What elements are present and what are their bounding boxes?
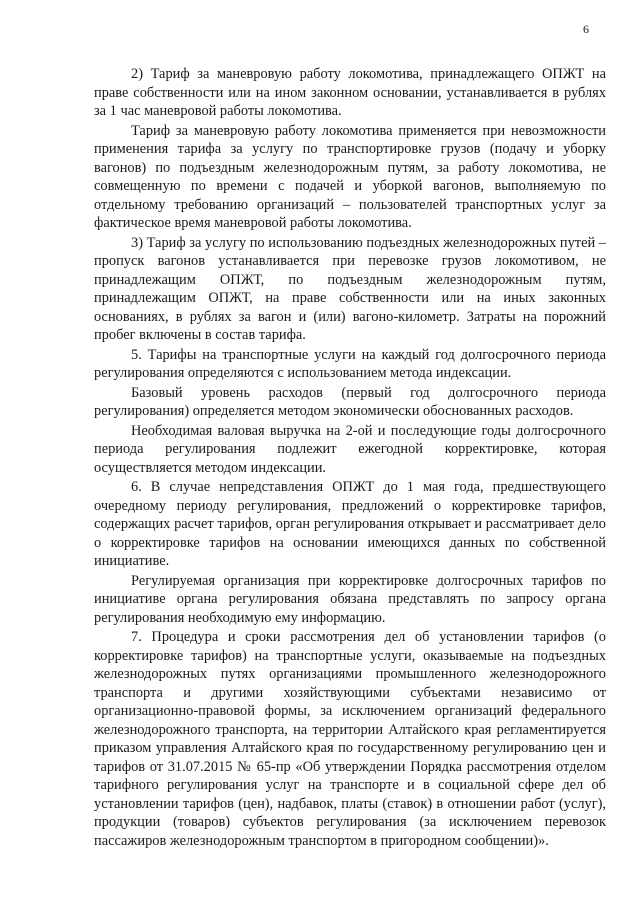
paragraph-tariff-shunting-application: Тариф за маневровую работу локомотива применяется при невозможности применения тарифа за услугу по транспортировке грузов (подачу и уборку вагонов) по подъездным железнодорожным путям, за работу локомотива, не совмещенную по времени с подачей и уборкой вагонов, выполняемую по отдельному требованию организаций – пользователей транспортных услуг за фактическое время маневровой работы локомотива. bbox=[94, 122, 606, 231]
paragraph-tariff-track-usage: 3) Тариф за услугу по использованию подъездных железнодорожных путей – пропуск вагонов устанавливается при перевозке грузов локомотивом, не принадлежащим ОПЖТ, по подъездным железнодорожным путям, принадлежащим ОПЖТ, на праве собственности или на иных законных основаниях, в рублях за вагон и (или) вагоно-километр. Затраты на порожний пробег включены в состав тарифа. bbox=[94, 234, 606, 343]
paragraph-procedure-terms: 7. Процедура и сроки рассмотрения дел об установлении тарифов (о корректировке тарифов) на транспортные услуги, оказываемые на подъездных железнодорожных путях организациями промышленного железнодорожного транспорта и другими хозяйствующими субъектами независимо от организационно-правовой формы, за исключением организаций федерального железнодорожного транспорта, на территории Алтайского края регламентируется приказом управления Алтайского края по государственному регулированию цен и тарифов от 31.07.2015 № 65-пр «Об утверждении Порядка рассмотрения отделом тарифного регулирования услуг на транспорте и в социальной сфере дел об установлении тарифов (цен), надбавок, платы (ставок) в отношении работ (услуг), продукции (товаров) субъектов регулирования (за исключением перевозок пассажиров железнодорожным транспортом в пригородном сообщении)». bbox=[94, 629, 606, 849]
paragraph-gross-revenue: Необходимая валовая выручка на 2-ой и последующие годы долгосрочного периода регулирования подлежит ежегодной корректировке, которая осуществляется методом индексации. bbox=[94, 422, 606, 476]
paragraph-information-request: Регулируемая организация при корректировке долгосрочных тарифов по инициативе органа регулирования обязана представлять по запросу органа регулирования необходимую ему информацию. bbox=[94, 572, 606, 626]
paragraph-tariff-shunting: 2) Тариф за маневровую работу локомотива, принадлежащего ОПЖТ на праве собственности или на ином законном основании, устанавливается в рублях за 1 час маневровой работы локомотива. bbox=[94, 66, 606, 119]
paragraph-indexation-method: 5. Тарифы на транспортные услуги на каждый год долгосрочного периода регулирования определяются с использованием метода индексации. bbox=[94, 346, 606, 381]
paragraph-base-expenses: Базовый уровень расходов (первый год долгосрочного периода регулирования) определяется методом экономически обоснованных расходов. bbox=[94, 384, 606, 419]
page-number: 6 bbox=[583, 22, 589, 36]
document-body bbox=[94, 65, 606, 850]
paragraph-non-submission: 6. В случае непредставления ОПЖТ до 1 мая года, предшествующего очередному периоду регулирования, предложений о корректировке тарифов, содержащих расчет тарифов, орган регулирования открывает и рассматривает дело о корректировке тарифов на основании имеющихся данных по собственной инициативе. bbox=[94, 479, 606, 569]
